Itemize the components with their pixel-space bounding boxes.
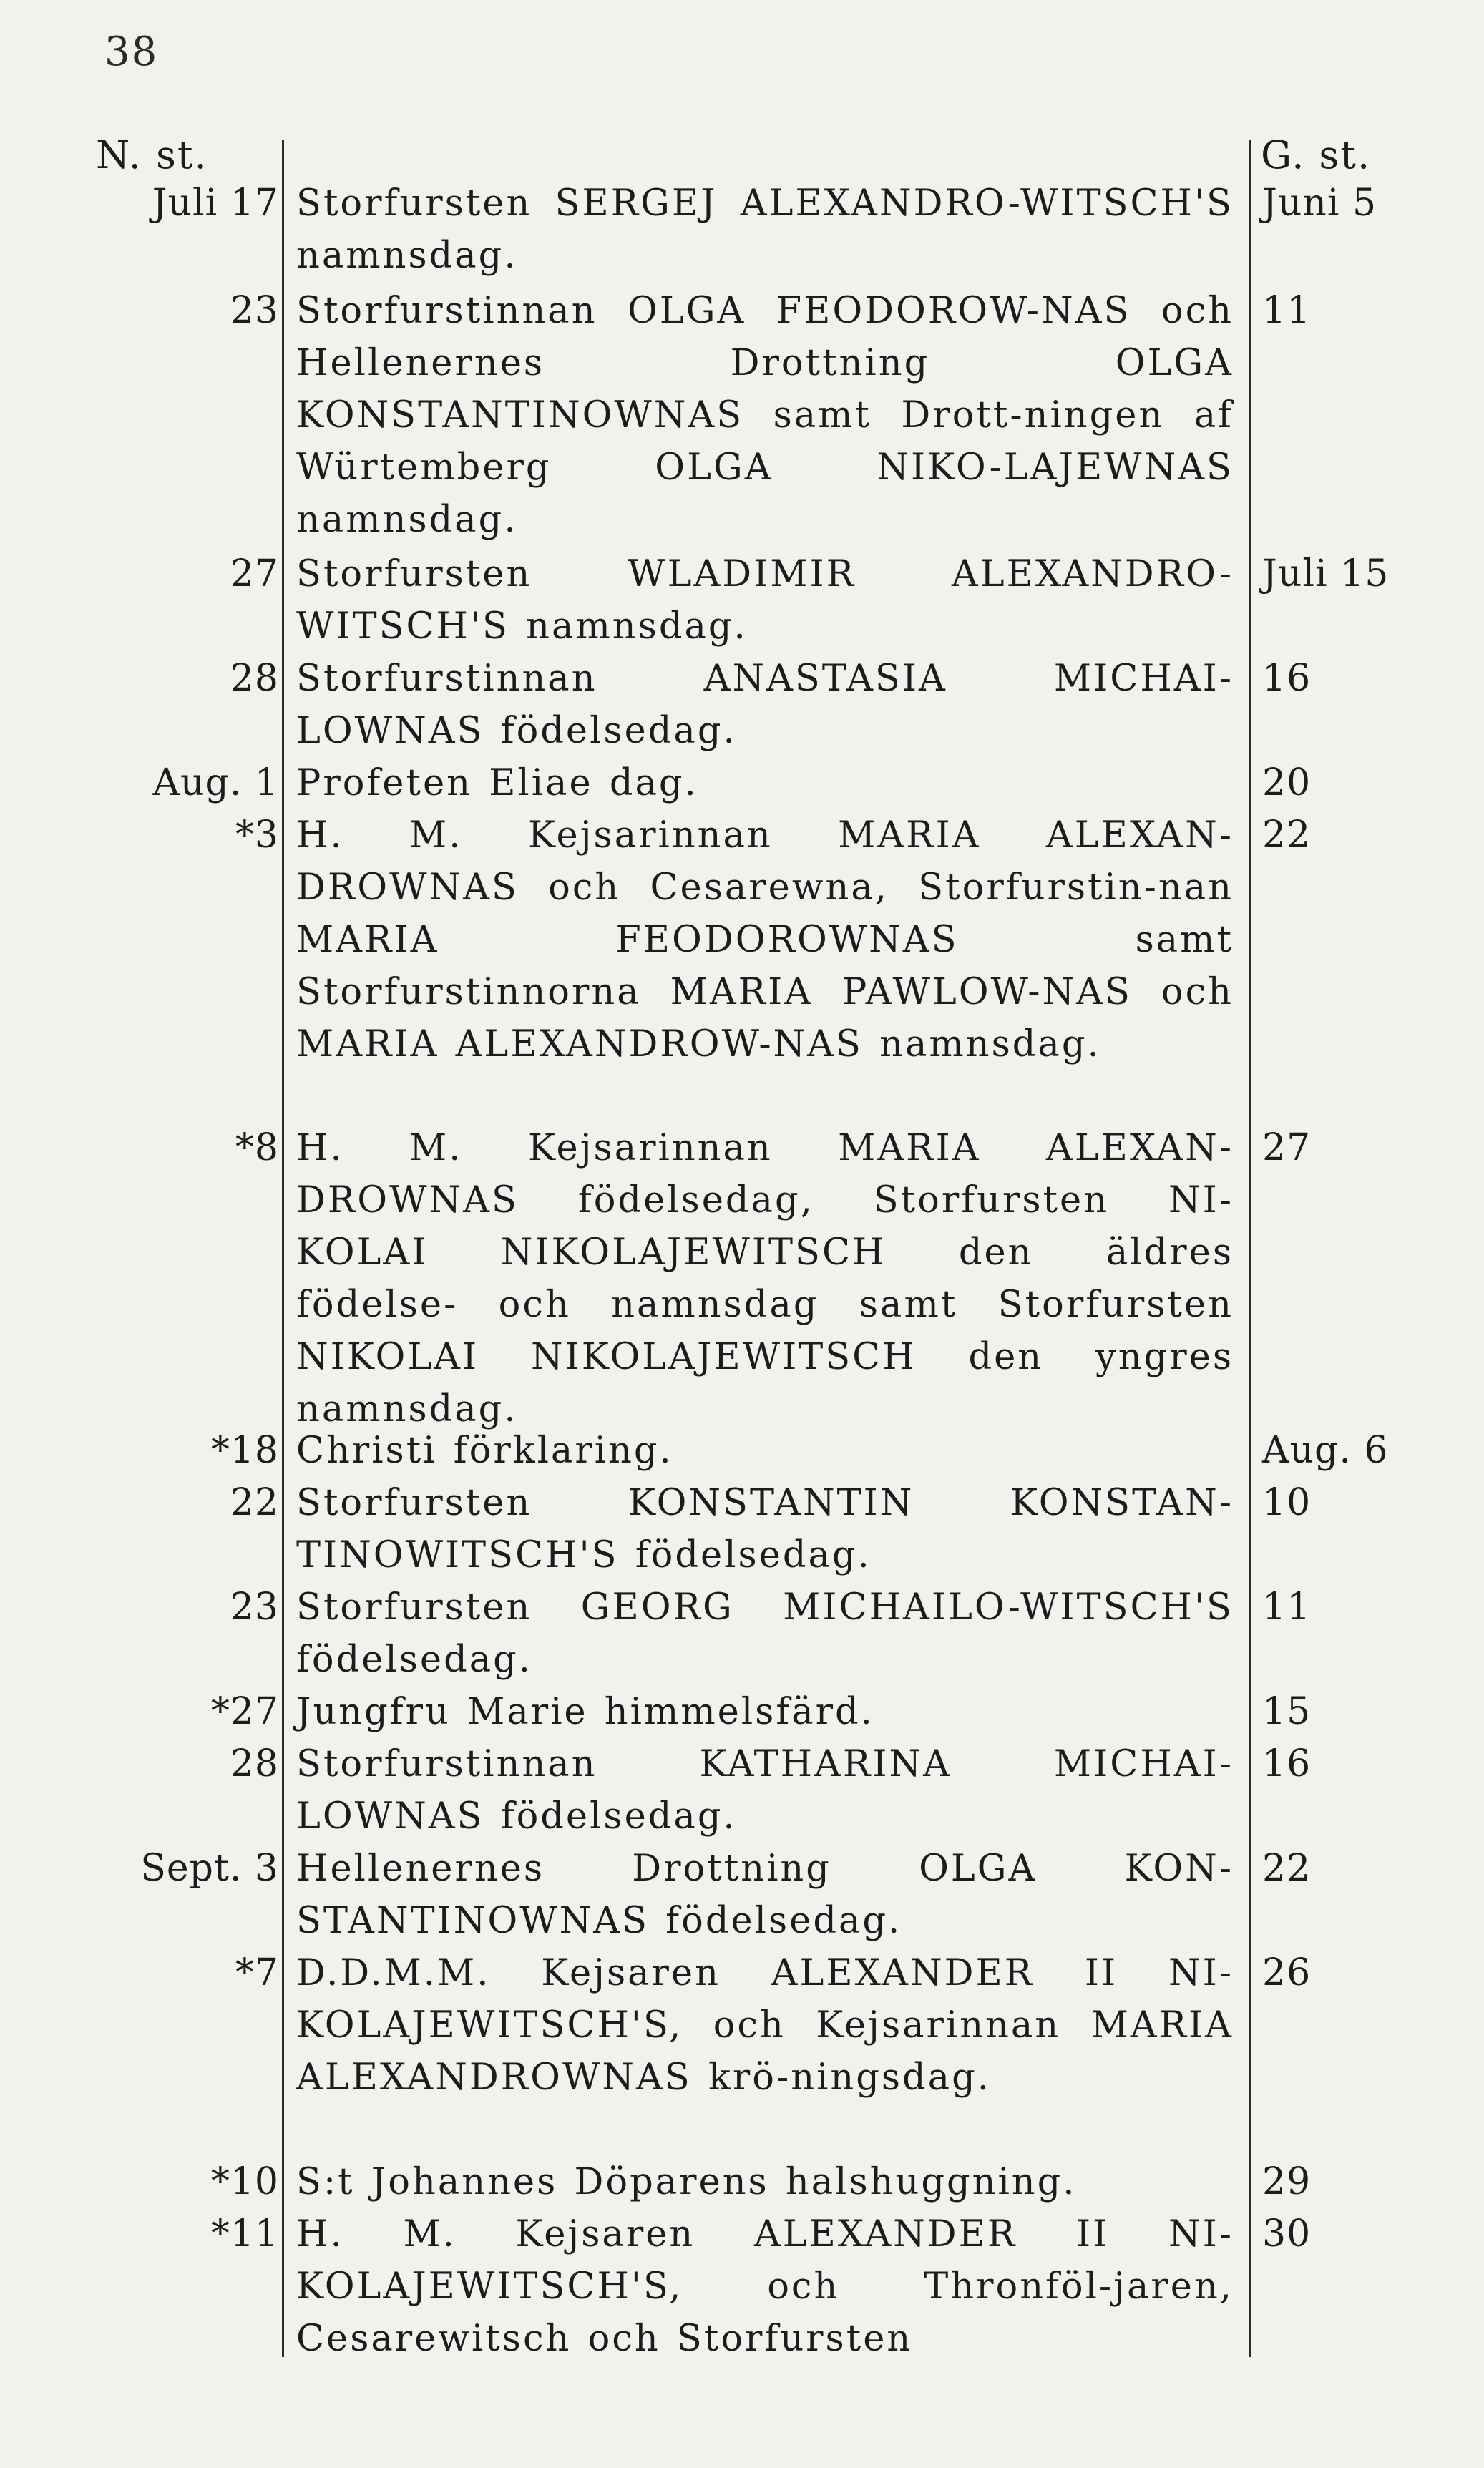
entry-description: Christi förklaring. [296,1430,673,1472]
old-style-date: 11 [1262,1586,1312,1629]
page-number: 38 [104,29,159,75]
new-style-date: Juli 17 [152,182,279,225]
old-style-date: 30 [1262,2213,1312,2255]
entry-description: H. M. Kejsarinnan MARIA ALEXAN-DROWNAS födelsedag, Storfursten NI-KOLAI NIKOLAJEWITSCH den äldres födelse- och namnsdag samt Storfursten NIKOLAI NIKOLAJEWITSCH den yngres namnsdag. [296,1127,1234,1430]
entry-description: Storfurstinnan KATHARINA MICHAI-LOWNAS födelsedag. [296,1743,1234,1838]
new-style-date: 23 [230,289,279,332]
old-style-date: 16 [1262,657,1312,700]
entry-description: Hellenernes Drottning OLGA KON-STANTINOWNAS födelsedag. [296,1848,1234,1942]
new-style-date: 28 [230,1742,279,1785]
new-style-date: 22 [230,1481,279,1524]
new-style-date: *10 [210,2160,279,2203]
old-style-date: Aug. 6 [1262,1429,1389,1472]
new-style-date: 23 [230,1586,279,1629]
new-style-date: *27 [210,1690,279,1733]
new-style-date: Sept. 3 [140,1847,279,1890]
old-style-date: 15 [1262,1690,1312,1733]
old-style-date: 10 [1262,1481,1312,1524]
old-style-date: 26 [1262,1951,1312,1994]
entry-description: S:t Johannes Döparens halshuggning. [296,2161,1077,2203]
old-style-date: 22 [1262,1847,1312,1890]
column-rule-right [1249,140,1251,2357]
old-style-date: 29 [1262,2160,1312,2203]
old-style-date: 16 [1262,1742,1312,1785]
new-style-date: Aug. 1 [152,761,279,804]
entry-description: Storfursten SERGEJ ALEXANDRO-WITSCH'S namnsdag. [296,182,1234,277]
entry-description: D.D.M.M. Kejsaren ALEXANDER II NI-KOLAJEWITSCH'S, och Kejsarinnan MARIA ALEXANDROWNAS krö-ningsdag. [296,1952,1234,2099]
old-style-date: 27 [1262,1126,1312,1169]
new-style-date: *11 [210,2213,279,2255]
new-style-date: *7 [235,1951,279,1994]
column-header-old-style: G. st. [1261,132,1372,177]
entry-description: H. M. Kejsarinnan MARIA ALEXAN-DROWNAS och Cesarewna, Storfurstin-nan MARIA FEODOROWNAS samt Storfurstinnorna MARIA PAWLOW-NAS och MARIA ALEXANDROW-NAS namnsdag. [296,814,1234,1065]
column-header-new-style: N. st. [96,132,208,177]
new-style-date: 28 [230,657,279,700]
entry-description: Jungfru Marie himmelsfärd. [296,1691,874,1733]
new-style-date: *3 [235,814,279,857]
new-style-date: 27 [230,552,279,595]
old-style-date: 20 [1262,761,1312,804]
old-style-date: Juli 15 [1262,552,1390,595]
old-style-date: Juni 5 [1262,182,1377,225]
entry-description: Profeten Eliae dag. [296,762,698,804]
entry-description: Storfursten KONSTANTIN KONSTAN-TINOWITSCH'S födelsedag. [296,1482,1234,1576]
old-style-date: 11 [1262,289,1312,332]
old-style-date: 22 [1262,814,1312,857]
new-style-date: *8 [235,1126,279,1169]
new-style-date: *18 [210,1429,279,1472]
entry-description: Storfursten WLADIMIR ALEXANDRO-WITSCH'S namnsdag. [296,553,1234,648]
entry-description: Storfursten GEORG MICHAILO-WITSCH'S födelsedag. [296,1586,1234,1681]
entry-description: Storfurstinnan ANASTASIA MICHAI-LOWNAS födelsedag. [296,658,1234,752]
entry-description: H. M. Kejsaren ALEXANDER II NI-KOLAJEWITSCH'S, och Thronföl-jaren, Cesarewitsch och Storfursten [296,2213,1234,2360]
entry-description: Storfurstinnan OLGA FEODOROW-NAS och Hellenernes Drottning OLGA KONSTANTINOWNAS samt Drott-ningen af Würtemberg OLGA NIKO-LAJEWNAS namnsdag. [296,290,1234,541]
column-rule-left [282,140,284,2357]
